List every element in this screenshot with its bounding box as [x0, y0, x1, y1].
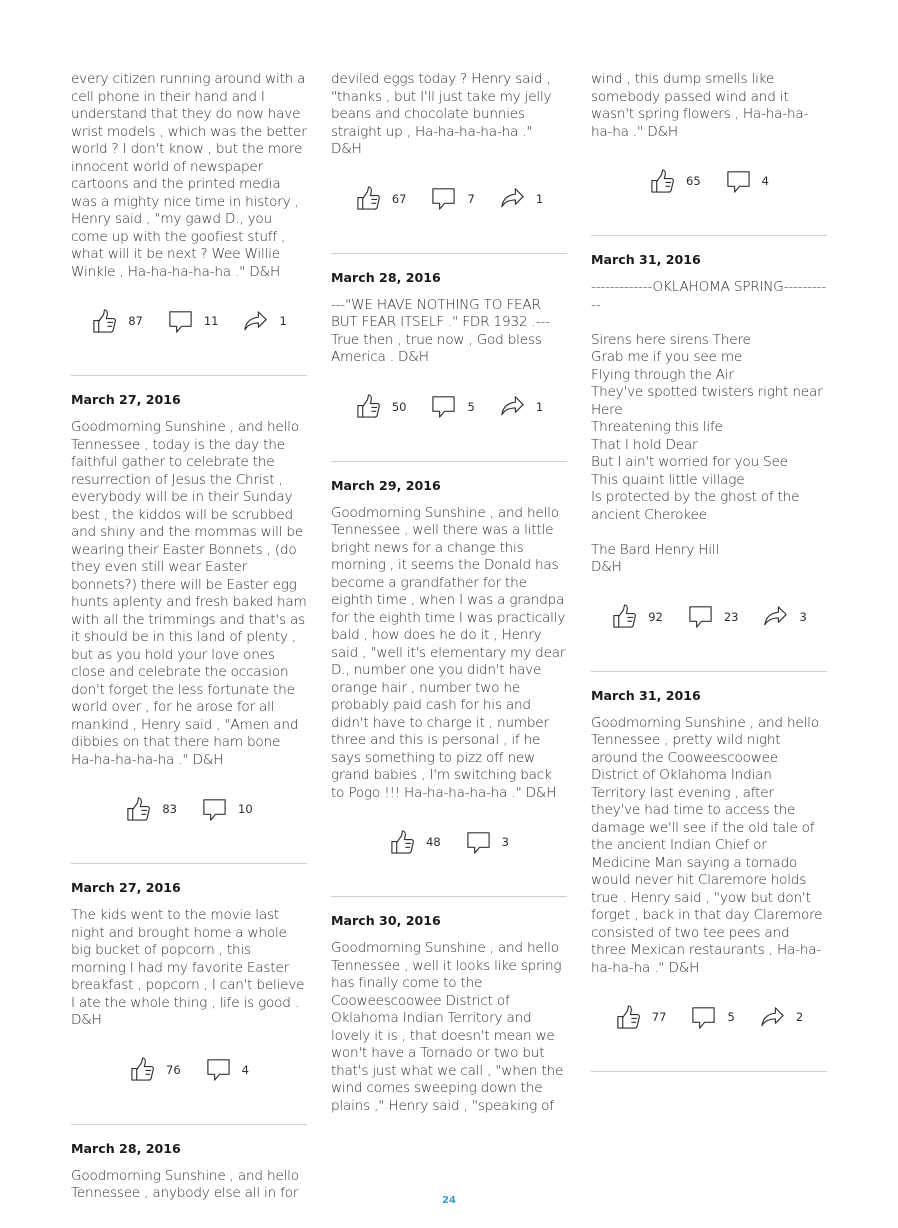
speech-bubble-icon[interactable] — [430, 185, 467, 212]
post — [71, 864, 307, 1110]
speech-bubble-icon[interactable] — [690, 1004, 727, 1031]
like-stat[interactable] — [355, 393, 407, 420]
post-text: deviled eggs today ? Henry said , "thanks , but I'll just take my jelly beans and chocolate bunnies straight up , Ha-ha-ha-ha-ha ." D&H — [331, 71, 552, 157]
share-arrow-icon[interactable] — [499, 393, 536, 420]
comment-stat[interactable] — [725, 168, 769, 195]
share-arrow-icon[interactable] — [762, 603, 799, 630]
share-arrow-icon[interactable] — [499, 185, 536, 212]
post — [331, 897, 567, 1115]
thumbs-up-icon[interactable] — [389, 829, 426, 856]
comment-count: 7 — [467, 191, 475, 206]
like-stat[interactable] — [91, 308, 143, 335]
post-date: March 31, 2016 — [591, 687, 701, 703]
post-stats — [331, 367, 567, 447]
post-date: March 27, 2016 — [71, 880, 181, 895]
post-date: March 27, 2016 — [71, 392, 181, 407]
comment-count: 11 — [203, 314, 219, 328]
comment-stat[interactable] — [201, 796, 253, 823]
post — [591, 236, 827, 657]
comment-stat[interactable] — [430, 393, 474, 420]
share-count: 3 — [799, 609, 807, 624]
divider — [591, 1071, 827, 1072]
thumbs-up-icon[interactable] — [649, 168, 686, 195]
post — [331, 254, 567, 447]
thumbs-up-icon[interactable] — [611, 603, 648, 630]
post-stats — [71, 769, 307, 849]
share-stat[interactable] — [759, 1004, 803, 1031]
comment-count: 4 — [761, 174, 769, 188]
post-text: Goodmorning Sunshine , and hello Tennessee , today is the day the faithful gather to celebrate the resurrection of Jesus the Christ , everybody will be in their Sunday best , the kiddos will be scrubbed and shiny and the mommas will be wearing their Easter Bonnets , (do they even still wear Easter bonnets?) there will be Easter egg hunts aplenty and fresh baked ham with all the trimmings and that's as it should be in this land of plenty , but as you hold your love ones close and celebrate the occasion don't forget the less fortunate the world over , for he arose for all mankind , Henry said , "Amen and dibbies on that there ham bone Ha-ha-ha-ha-ha ." D&H — [71, 419, 307, 768]
like-stat[interactable] — [389, 829, 441, 856]
speech-bubble-icon[interactable] — [465, 829, 502, 856]
post-stats — [331, 802, 567, 882]
share-stat[interactable] — [762, 603, 806, 630]
share-count: 2 — [795, 1010, 804, 1024]
post-date: March 28, 2016 — [331, 269, 441, 285]
comment-count: 4 — [241, 1062, 249, 1077]
post-text: Goodmorning Sunshine , and hello Tennessee , pretty wild night around the Cooweescoowee District of Oklahoma Indian Territory last evening , after they've had time to access the damage we'll see if the old tale of the ancient Indian Chief or Medicine Man saying a tornado would never hit Claremore holds true . Henry said , "yow but don't forget , back in that day Claremore consisted of two tee pees and three Mexican restaurants , Ha-ha-ha-ha-ha ." D&H — [591, 714, 823, 976]
speech-bubble-icon[interactable] — [201, 796, 238, 823]
like-count: 87 — [128, 314, 143, 328]
speech-bubble-icon[interactable] — [725, 168, 762, 195]
post-date: March 28, 2016 — [71, 1140, 181, 1156]
share-arrow-icon[interactable] — [242, 308, 279, 335]
comment-stat[interactable] — [465, 829, 509, 856]
comment-count: 23 — [723, 609, 739, 624]
post — [331, 71, 567, 239]
share-count: 1 — [535, 191, 544, 206]
like-count: 77 — [651, 1010, 667, 1024]
like-count: 48 — [426, 835, 441, 849]
post-text: -------------OKLAHOMA SPRING----------- Sirens here sirens There Grab me if you see me Flying through the Air They've spotted twisters right near Here Threatening this life That I hold Dear But I ain't worried for you See This quaint little village Is protected by the ghost of the ancient Cherokee The Bard Henry Hill D&H — [591, 279, 826, 575]
share-count: 1 — [279, 314, 287, 328]
share-stat[interactable] — [499, 185, 543, 212]
share-arrow-icon[interactable] — [759, 1004, 796, 1031]
post-text: Goodmorning Sunshine , and hello Tennessee , well there was a little bright news for a change this morning , it seems the Donald has become a grandfather for the eighth time , when I was a grandpa for the eighth time I was practically bald , how does he do it , Henry said , "well it's elementary my dear D., number one you didn't have orange hair , number two he probably paid cash for his and didn't have to charge it , number three and this is personal , if he says something to pizz off new grand babies , I'm switching back to Pogo !!! Ha-ha-ha-ha-ha ." D&H — [331, 504, 566, 801]
comment-count: 10 — [238, 802, 253, 816]
comment-stat[interactable] — [205, 1056, 249, 1083]
page-number: 24 — [442, 1195, 456, 1206]
post — [591, 672, 827, 1058]
post-date: March 29, 2016 — [331, 477, 441, 493]
post-text: wind , this dump smells like somebody passed wind and it wasn't spring flowers , Ha-ha-ha-ha-ha ." D&H — [591, 71, 809, 140]
speech-bubble-icon[interactable] — [430, 393, 467, 420]
like-stat[interactable] — [649, 168, 701, 195]
post-stats — [71, 1030, 307, 1110]
share-stat[interactable] — [242, 308, 286, 335]
post-stats — [591, 577, 827, 657]
comment-stat[interactable] — [167, 308, 219, 335]
share-stat[interactable] — [499, 393, 543, 420]
column-1 — [71, 71, 307, 1203]
thumbs-up-icon[interactable] — [355, 185, 392, 212]
like-stat[interactable] — [615, 1004, 667, 1031]
like-stat[interactable] — [355, 185, 407, 212]
share-count: 1 — [535, 399, 544, 414]
post — [331, 462, 567, 883]
like-stat[interactable] — [129, 1056, 181, 1083]
speech-bubble-icon[interactable] — [167, 308, 204, 335]
post-text: Goodmorning Sunshine , and hello Tennessee , anybody else all in for — [71, 1167, 299, 1201]
like-count: 76 — [166, 1062, 181, 1077]
thumbs-up-icon[interactable] — [125, 796, 162, 823]
comment-count: 5 — [467, 399, 475, 414]
speech-bubble-icon[interactable] — [687, 603, 724, 630]
post — [71, 71, 307, 361]
column-3 — [591, 71, 827, 1072]
post-stats — [71, 281, 307, 361]
like-count: 67 — [391, 191, 407, 206]
like-count: 92 — [648, 609, 663, 624]
post-text: The kids went to the movie last night and brought home a whole big bucket of popcorn , this morning I had my favorite Easter breakfast , popcorn , I can't believe I ate the whole thing , life is good . D&H — [71, 907, 305, 1028]
comment-stat[interactable] — [687, 603, 739, 630]
post-text: every citizen running around with a cell phone in their hand and I understand that they do now have wrist models , which was the better world ? I don't know , but the more innocent world of newspaper cartoons and the printed media was a mighty nice time in history , Henry said , "my gawd D., you come up with the goofiest stuff , what will it be next ? Wee Willie Winkle , Ha-ha-ha-ha-ha ." D&H — [71, 71, 307, 280]
comment-count: 5 — [727, 1010, 735, 1024]
post — [71, 376, 307, 849]
post-date: March 31, 2016 — [591, 252, 701, 267]
post — [591, 71, 827, 221]
speech-bubble-icon[interactable] — [205, 1056, 242, 1083]
comment-stat[interactable] — [430, 185, 474, 212]
thumbs-up-icon[interactable] — [355, 393, 392, 420]
like-count: 50 — [391, 399, 407, 414]
thumbs-up-icon[interactable] — [615, 1004, 652, 1031]
like-count: 83 — [162, 802, 177, 816]
like-stat[interactable] — [611, 603, 663, 630]
comment-stat[interactable] — [690, 1004, 734, 1031]
post-stats — [591, 977, 827, 1057]
post-date: March 30, 2016 — [331, 913, 441, 928]
post-text: Goodmorning Sunshine , and hello Tennessee , well it looks like spring has finally come to the Cooweescoowee District of Oklahoma Indian Territory and lovely it is , that doesn't mean we won't have a Tornado or two but that's just what we call , "when the wind comes sweeping down the plains ," Henry said , "speaking of — [331, 940, 564, 1114]
column-2 — [331, 71, 567, 1115]
like-count: 65 — [686, 174, 701, 188]
post-stats — [591, 141, 827, 221]
post — [71, 1125, 307, 1203]
thumbs-up-icon[interactable] — [129, 1056, 166, 1083]
post-text: ---"WE HAVE NOTHING TO FEAR BUT FEAR ITSELF ." FDR 1932 .--- True then , true now , God bless America . D&H — [331, 296, 550, 365]
like-stat[interactable] — [125, 796, 177, 823]
comment-count: 3 — [501, 835, 509, 849]
thumbs-up-icon[interactable] — [91, 308, 128, 335]
post-stats — [331, 159, 567, 239]
